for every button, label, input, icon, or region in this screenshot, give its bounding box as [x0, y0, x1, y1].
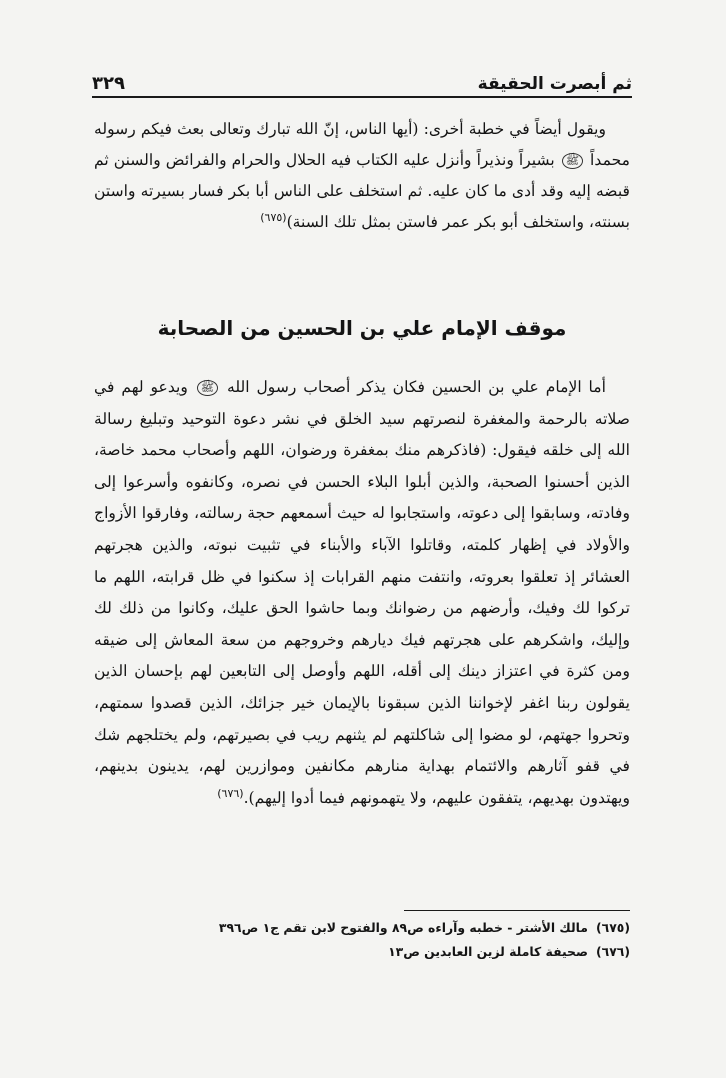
footnote-number: (٦٧٥) [595, 920, 630, 935]
paragraph-imam-ali-text: أما الإمام علي بن الحسين فكان يذكر أصحاب رسول الله [226, 378, 606, 396]
honorific-ligature: ﷺ [562, 153, 583, 169]
page-number: ٣٢٩ [92, 73, 125, 94]
paragraph-sermon-text: ويقول أيضاً في خطبة أخرى: (أيها الناس، إنّ الله تبارك وتعالى بعث فيكم رسوله محمداً [94, 120, 630, 169]
footnote-676 [94, 940, 630, 964]
paragraph-imam-ali-text-continued: ويدعو لهم في صلاته بالرحمة والمغفرة لنصرتهم سيد الخلق في نشر دعوة التوحيد وتبليغ رسالة الله إلى خلقه فيقول: (فاذكرهم منك بمغفرة ورضوان، اللهم وأصحاب محمد خاصة، الذين أحسنوا الصحبة، والذين أبلوا البلاء الحسن في نصره، وكانفوه وأسرعوا إلى وفادته، وسابقوا إلى دعوته، واستجابوا له حيث أسمعهم حجة رسالته، وفارقوا الأزواج والأولاد في إظهار كلمته، وقاتلوا الآباء والأبناء في تثبيت نبوته، والذين هجرتهم العشائر إذ تعلقوا بعروته، وانتفت منهم القرابات إذ سكنوا في ظل قرابته، اللهم ما تركوا لك وفيك، وأرضهم من رضوانك وبما حاشوا الحق عليك، وكانوا من ذلك لك وإليك، واشكرهم على هجرتهم فيك ديارهم وخروجهم من سعة المعاش إلى ضيقه ومن كثرة في اعتزاز دينك إلى أقله، اللهم وأوصل إلى التابعين لهم بإحسان الذين يقولون ربنا اغفر لإخواننا الذين سبقونا بالإيمان خير جزائك، الذين قصدوا سمتهم، وتحروا جهتهم، لو مضوا إلى شاكلتهم لم يثنهم ريب في بصيرتهم، ولم يختلجهم شك في قفو آثارهم والائتمام بهداية منارهم مكانفين وموازرين لهم، يدينون بدينهم، ويهتدون بهديهم، يتفقون عليهم، ولا يتهمونهم فيما أدوا إليهم). [94, 378, 630, 807]
running-header [92, 60, 632, 98]
footnote-text: مالك الأشتر - خطبه وآراءه ص٨٩ والفتوح لابن تقم ج١ ص٣٩٦ [218, 920, 588, 935]
footnote-separator [404, 910, 630, 911]
footnote-reference-675[interactable]: (٦٧٥) [260, 210, 287, 224]
footnote-text: صحيفة كاملة لزين العابدين ص١٣ [388, 944, 588, 959]
footnote-number: (٦٧٦) [595, 944, 630, 959]
footnotes [94, 916, 630, 964]
paragraph-imam-ali [94, 372, 630, 814]
honorific-ligature: ﷺ [197, 380, 218, 396]
paragraph-sermon-text-continued: بشيراً ونذيراً وأنزل عليه الكتاب فيه الحلال والحرام والفرائض والسنن ثم قبضه إليه وقد أدى ما كان عليه. ثم استخلف على الناس أبا بكر فسار بسيرته واستن بسنته، واستخلف أبو بكر عمر فاستن بمثل تلك السنة) [94, 151, 630, 231]
footnote-reference-676[interactable]: (٦٧٦) [217, 786, 244, 800]
running-header-title: ثم أبصرت الحقيقة [477, 74, 632, 94]
paragraph-sermon [94, 114, 630, 238]
footnote-675 [94, 916, 630, 940]
section-heading: موقف الإمام علي بن الحسين من الصحابة [157, 316, 567, 340]
